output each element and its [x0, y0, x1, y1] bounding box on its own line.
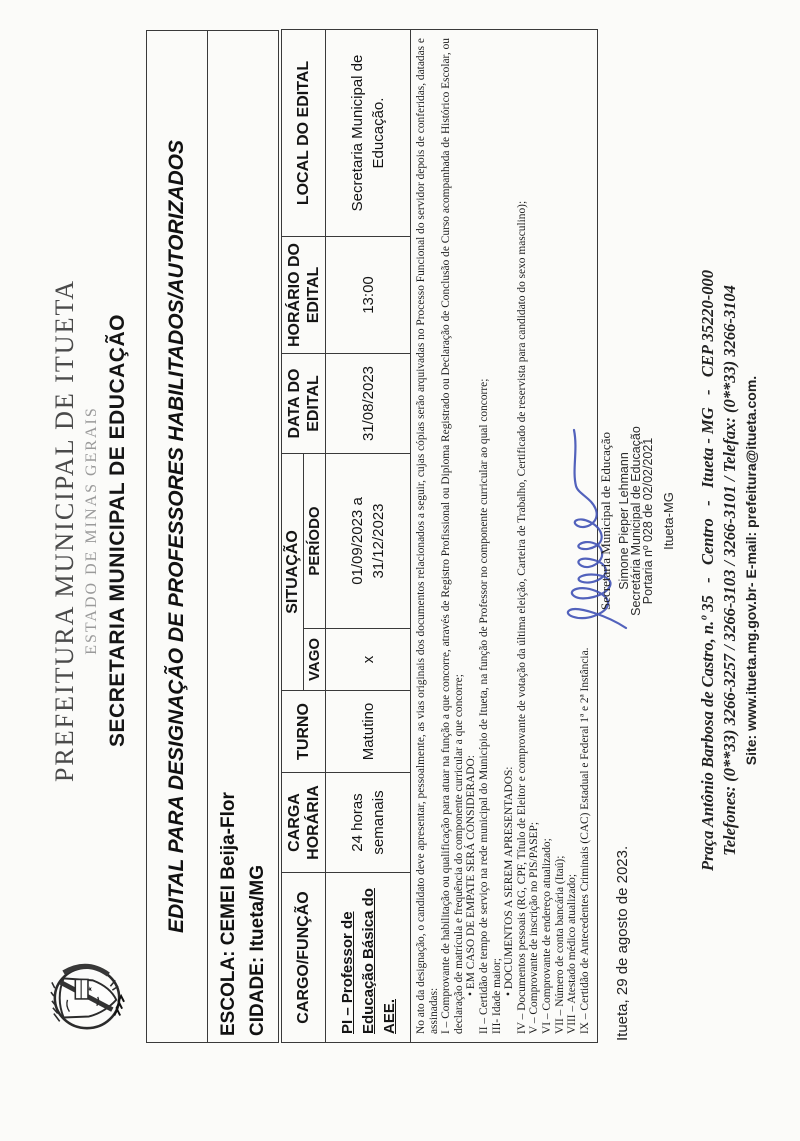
col-header-turno: TURNO — [282, 691, 326, 773]
col-header-vago: VAGO — [304, 629, 326, 691]
note-item-3: III- Idade maior; — [490, 958, 503, 1034]
note-item-1: I – Comprovante de habilitação ou qualificação para atuar na função a que concorre, através de Registro Profissional ou Diploma Registrado ou Declaração de Conclusão de Curso acompanhada de Histórico Escolar, ou declaração de matrícula e frequência do componente curricular a que concorre; — [440, 38, 465, 1034]
school-city-cell — [208, 31, 279, 1043]
document-date: Itueta, 29 de agosto de 2023. — [614, 845, 631, 1041]
city-line: CIDADE: Itueta/MG — [247, 865, 268, 1036]
footer-phones: Telefones: (0**33) 3266-3257 / 3266-3103 / 3266-3101 / Telefax: (0**33) 3266-3104 — [720, 285, 739, 856]
signature-caption: Secretaria Municipal de Educação — [598, 432, 613, 610]
cell-vago: x — [326, 629, 411, 691]
note-item-4: IV – Documentos pessoais (RG, CPF, Título de Eleitor e comprovante de votação da última eleição, Carteira de Trabalho, Certificado de reservista para candidato do sexo masculino); — [515, 200, 528, 1034]
note-item-5: V – Comprovante de inscrição no PIS/PASEP; — [528, 822, 541, 1034]
letterhead — [50, 60, 130, 1001]
signer-city: Itueta-MG — [661, 492, 676, 550]
cell-periodo: 01/09/2023 a 31/12/2023 — [326, 454, 411, 629]
letterhead-municipality: PREFEITURA MUNICIPAL DE ITUETA — [50, 278, 79, 783]
signer-name: Simone Pieper Lehmann — [617, 452, 631, 590]
cell-local: Secretaria Municipal de Educação. — [326, 30, 411, 237]
col-header-carga: CARGA HORÁRIA — [282, 773, 326, 873]
col-header-periodo: PERÍODO — [304, 454, 326, 629]
cell-horario: 13:00 — [326, 237, 411, 354]
signer-portaria: Portaria nº 028 de 02/02/2021 — [641, 437, 655, 605]
note-bullet-empate: • EM CASO DE EMPATE SERÁ CONSIDERADO: — [465, 755, 478, 996]
cell-turno: Matutino — [326, 691, 411, 773]
cell-carga: 24 horas semanais — [326, 773, 411, 873]
cell-cargo: PI – Professor de Educação Básica do AEE. — [326, 873, 411, 1043]
note-bullet-documentos: • DOCUMENTOS A SEREM APRESENTADOS: — [503, 766, 516, 996]
note-intro: No ato da designação, o candidato deve apresentar, pessoalmente, as vias originais dos documentos relacionados a seguir, cujas cópias serão arquivadas no Processo Funcional do servidor depois de conferidas, datadas e assinadas: — [415, 38, 440, 1034]
note-item-6: VI – Comprovante de endereço atualizado; — [540, 838, 553, 1034]
footer — [697, 0, 759, 1141]
signature-block — [598, 356, 676, 686]
edital-title: EDITAL PARA DESIGNAÇÃO DE PROFESSORES HABILITADOS/AUTORIZADOS — [147, 31, 208, 1043]
note-item-8: VIII – Atestado médico atualizado; — [566, 873, 579, 1034]
col-header-situacao: SITUAÇÃO — [282, 454, 304, 691]
school-line: ESCOLA: CEMEI Beija-Flor — [218, 792, 239, 1036]
letterhead-state: ESTADO DE MINAS GERAIS — [83, 406, 100, 655]
footer-address: Praça Antônio Barbosa de Castro, n.º 35 - Centro - Itueta - MG - CEP 35220-000 — [698, 270, 717, 871]
col-header-horario: HORÁRIO DO EDITAL — [282, 237, 326, 354]
col-header-data: DATA DO EDITAL — [282, 354, 326, 454]
cell-data: 31/08/2023 — [326, 354, 411, 454]
title-school-table — [146, 30, 279, 1043]
table-row — [326, 30, 411, 1043]
note-item-7: VII – Número de conta bancária (Itaú); — [553, 855, 566, 1034]
col-header-local: LOCAL DO EDITAL — [282, 30, 326, 237]
note-item-9: IX – Certidão de Antecedentes Criminais (CAC) Estadual e Federal 1ª e 2ª Instância. — [578, 647, 591, 1034]
col-header-cargo: CARGO/FUNÇÃO — [282, 873, 326, 1043]
letterhead-secretariat: SECRETARIA MUNICIPAL DE EDUCAÇÃO — [106, 314, 129, 747]
note-item-2: II – Certidão de tempo de serviço na rede municipal do Município de Itueta, na função de Professor no componente curricular ao qual concorre; — [477, 378, 490, 1034]
footer-site-email: Site: www.itueta.mg.gov.br- E-mail: prefeitura@itueta.com. — [743, 375, 759, 766]
signer-role: Secretária Municipal de Educação — [629, 426, 643, 616]
